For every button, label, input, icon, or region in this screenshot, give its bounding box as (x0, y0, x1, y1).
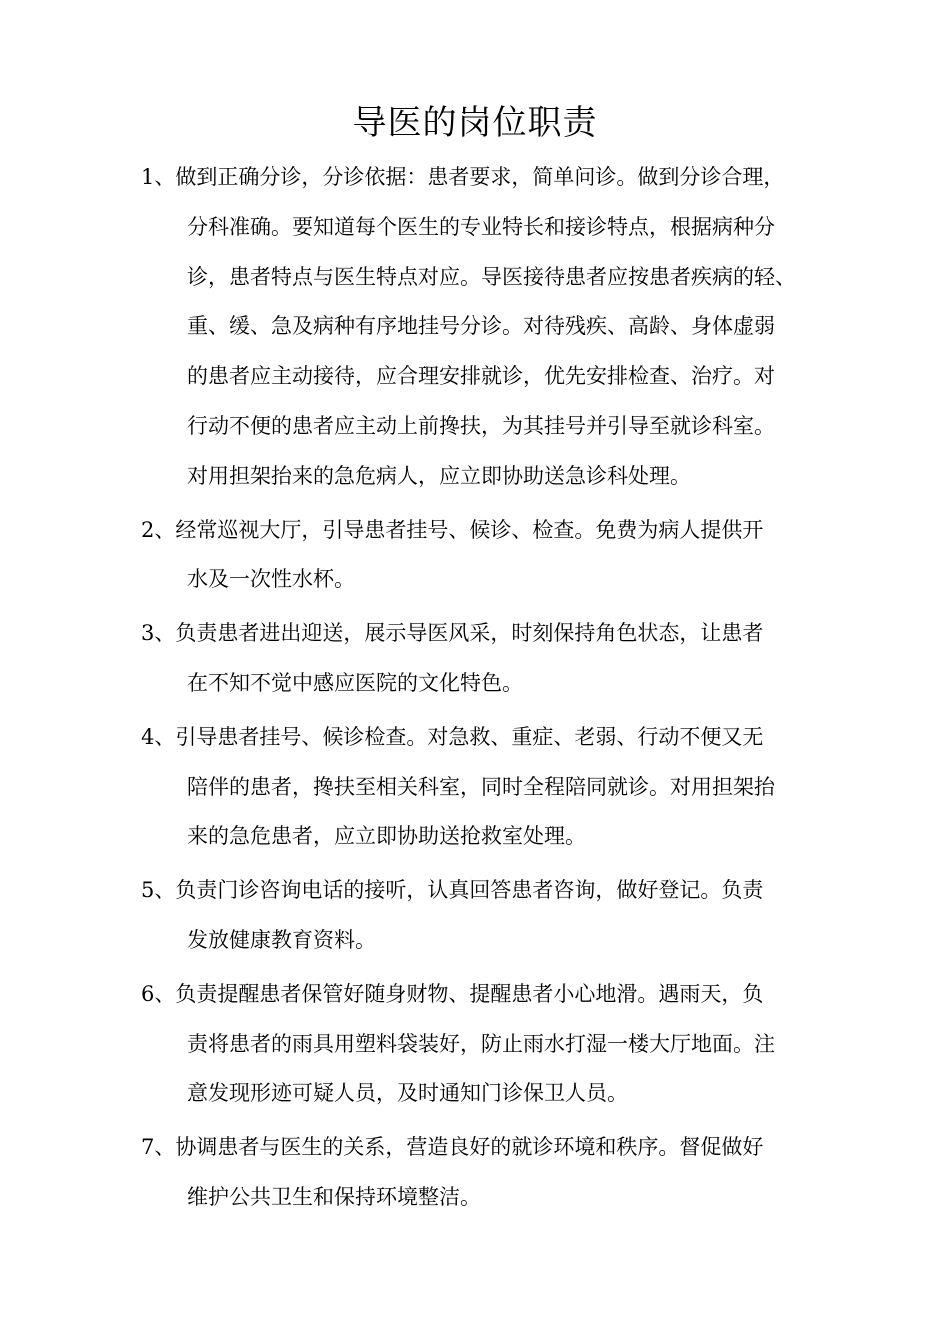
duty-item-continuation-line: 行动不便的患者应主动上前搀扶，为其挂号并引导至就诊科室。 (187, 413, 775, 438)
duty-item (141, 970, 831, 1119)
duty-item-continuation-line: 发放健康教育资料。 (187, 927, 376, 952)
duty-item-continuation-line: 来的急危患者，应立即协助送抢救室处理。 (187, 824, 586, 849)
duty-item-continuation-line: 的患者应主动接待，应合理安排就诊，优先安排检查、治疗。对 (187, 364, 775, 389)
duty-item-continuation-line: 意发现形迹可疑人员，及时通知门诊保卫人员。 (187, 1081, 628, 1106)
duty-item-first-line: 3、负责患者进出迎送，展示导医风采，时刻保持角色状态，让患者 (141, 621, 764, 646)
duty-item-continuation-line: 分科准确。要知道每个医生的专业特长和接诊特点，根据病种分 (187, 214, 775, 239)
duty-list (141, 153, 831, 1227)
duty-item-first-line: 4、引导患者挂号、候诊检查。对急救、重症、老弱、行动不便又无 (141, 724, 764, 749)
duty-item-first-line: 1、做到正确分诊，分诊依据：患者要求，简单问诊。做到分诊合理， (141, 165, 785, 189)
duty-item-continuation-line: 维护公共卫生和保持环境整洁。 (187, 1184, 481, 1209)
duty-item-continuation-line: 诊，患者特点与医生特点对应。导医接待患者应按患者疾病的轻、 (187, 264, 796, 289)
duty-item-continuation-line: 陪伴的患者，搀扶至相关科室，同时全程陪同就诊。对用担架抬 (187, 774, 775, 799)
duty-item-continuation-line: 重、缓、急及病种有序地挂号分诊。对待残疾、高龄、身体虚弱 (187, 314, 775, 339)
duty-item (141, 609, 831, 709)
duty-item-continuation-line: 对用担架抬来的急危病人，应立即协助送急诊科处理。 (187, 463, 691, 488)
duty-item-first-line: 7、协调患者与医生的关系，营造良好的就诊环境和秩序。督促做好 (141, 1135, 764, 1160)
duty-item (141, 713, 831, 862)
duty-item (141, 153, 831, 502)
duty-item-continuation-line: 责将患者的雨具用塑料袋装好，防止雨水打湿一楼大厅地面。注 (187, 1031, 775, 1056)
duty-item-first-line: 2、经常巡视大厅，引导患者挂号、候诊、检查。免费为病人提供开 (141, 517, 764, 542)
duty-item-continuation-line: 水及一次性水杯。 (187, 567, 355, 592)
duty-item (141, 506, 831, 606)
duty-item (141, 1123, 831, 1223)
duty-item-continuation-line: 在不知不觉中感应医院的文化特色。 (187, 670, 523, 695)
duty-item-first-line: 5、负责门诊咨询电话的接听，认真回答患者咨询，做好登记。负责 (141, 878, 764, 903)
page-title: 导医的岗位职责 (352, 103, 598, 143)
duty-item (141, 866, 831, 966)
duty-item-first-line: 6、负责提醒患者保管好随身财物、提醒患者小心地滑。遇雨天，负 (141, 981, 764, 1006)
